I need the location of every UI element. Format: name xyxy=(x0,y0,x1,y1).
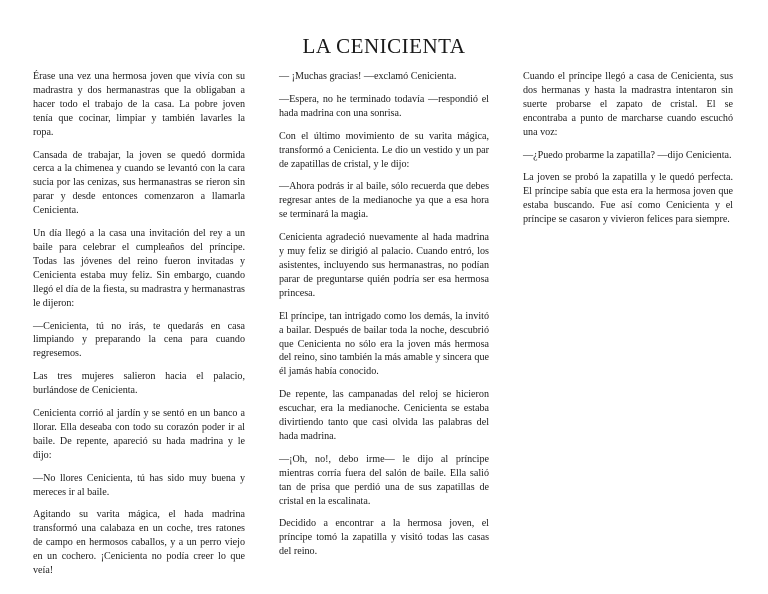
paragraph: —¡Oh, no!, debo irme— le dijo al príncipe mientras corría fuera del salón de baile. Ella salió tan de prisa que perdió una de sus zapatillas de cristal en la escalinata. xyxy=(279,453,489,507)
paragraph: El príncipe, tan intrigado como los demás, la invitó a bailar. Después de bailar toda la noche, descubrió que Cenicienta no sólo era la joven más hermosa del reino, sino también la más amable y sincera que él jamás había conocido. xyxy=(279,310,489,378)
page-title: LA CENICIENTA xyxy=(302,34,466,58)
paragraph: Cansada de trabajar, la joven se quedó dormida cerca a la chimenea y cuando se levantó con la cara sucia por las cenizas, sus hermanastras se rieron sin parar y desde entonces comenzaron a llamarla Cenicienta. xyxy=(33,149,245,217)
text-column-3 xyxy=(523,70,733,236)
text-column-2 xyxy=(279,70,489,568)
paragraph: La joven se probó la zapatilla y le quedó perfecta. El príncipe sabía que esta era la hermosa joven que estaba buscando. Fue así como Cenicienta y el príncipe se casaron y vivieron felices para siempre. xyxy=(523,172,733,226)
paragraph: —Espera, no he terminado todavía —respondió el hada madrina con una sonrisa. xyxy=(279,93,489,119)
paragraph: —Cenicienta, tú no irás, te quedarás en casa limpiando y preparando la cena para cuando regresemos. xyxy=(33,320,245,360)
paragraph: Un día llegó a la casa una invitación del rey a un baile para celebrar el cumpleaños del príncipe. Todas las jóvenes del reino fueron invitadas y Cenicienta estaba muy feliz. Sin embargo, cuando llegó el día de la fiesta, su madrastra y hermanastras le dijeron: xyxy=(33,228,245,309)
paragraph: Cenicienta corrió al jardín y se sentó en un banco a llorar. Ella deseaba con todo su corazón poder ir al baile. De repente, apareció su hada madrina y le dijo: xyxy=(33,408,245,461)
text-column-1 xyxy=(33,70,245,587)
paragraph: Con el último movimiento de su varita mágica, transformó a Cenicienta. Le dio un vestido y un par de zapatillas de cristal, y le dijo: xyxy=(279,130,489,170)
paragraph: —¿Puedo probarme la zapatilla? —dijo Cenicienta. xyxy=(523,149,732,161)
paragraph: Decidido a encontrar a la hermosa joven, el príncipe tomó la zapatilla y visitó todas las casas del reino. xyxy=(279,518,489,558)
paragraph: Cenicienta agradeció nuevamente al hada madrina y muy feliz se dirigió al palacio. Cuando entró, los asistentes, incluyendo sus hermanastras, no podían parar de preguntarse quién podría ser esa hermosa princesa. xyxy=(279,232,489,299)
paragraph: —No llores Cenicienta, tú has sido muy buena y mereces ir al baile. xyxy=(33,472,245,498)
paragraph: Cuando el príncipe llegó a casa de Cenicienta, sus dos hermanas y hasta la madrastra intentaron sin suerte probarse el zapato de cristal. El se encontraba a punto de marcharse cuando escuchó una voz: xyxy=(523,71,733,138)
paragraph: De repente, las campanadas del reloj se hicieron escuchar, era la medianoche. Cenicienta se estaba divirtiendo tanto que casi olvida las palabras del hada madrina. xyxy=(279,389,489,442)
paragraph: Agitando su varita mágica, el hada madrina transformó una calabaza en un coche, tres ratones de campo en hermosos caballos, y a un perro viejo en un cochero. ¡Cenicienta no podía creer lo que veía! xyxy=(33,509,245,577)
paragraph: Érase una vez una hermosa joven que vivía con su madrastra y dos hermanastras que la obligaban a hacer todo el trabajo de la casa. La pobre joven tenía que cocinar, limpiar y también lavarles la ropa. xyxy=(33,71,245,138)
paragraph: —Ahora podrás ir al baile, sólo recuerda que debes regresar antes de la medianoche ya que a esa hora se terminará la magia. xyxy=(279,181,489,221)
paragraph: Las tres mujeres salieron hacia el palacio, burlándose de Cenicienta. xyxy=(33,371,245,397)
paragraph: — ¡Muchas gracias! —exclamó Cenicienta. xyxy=(279,71,457,82)
